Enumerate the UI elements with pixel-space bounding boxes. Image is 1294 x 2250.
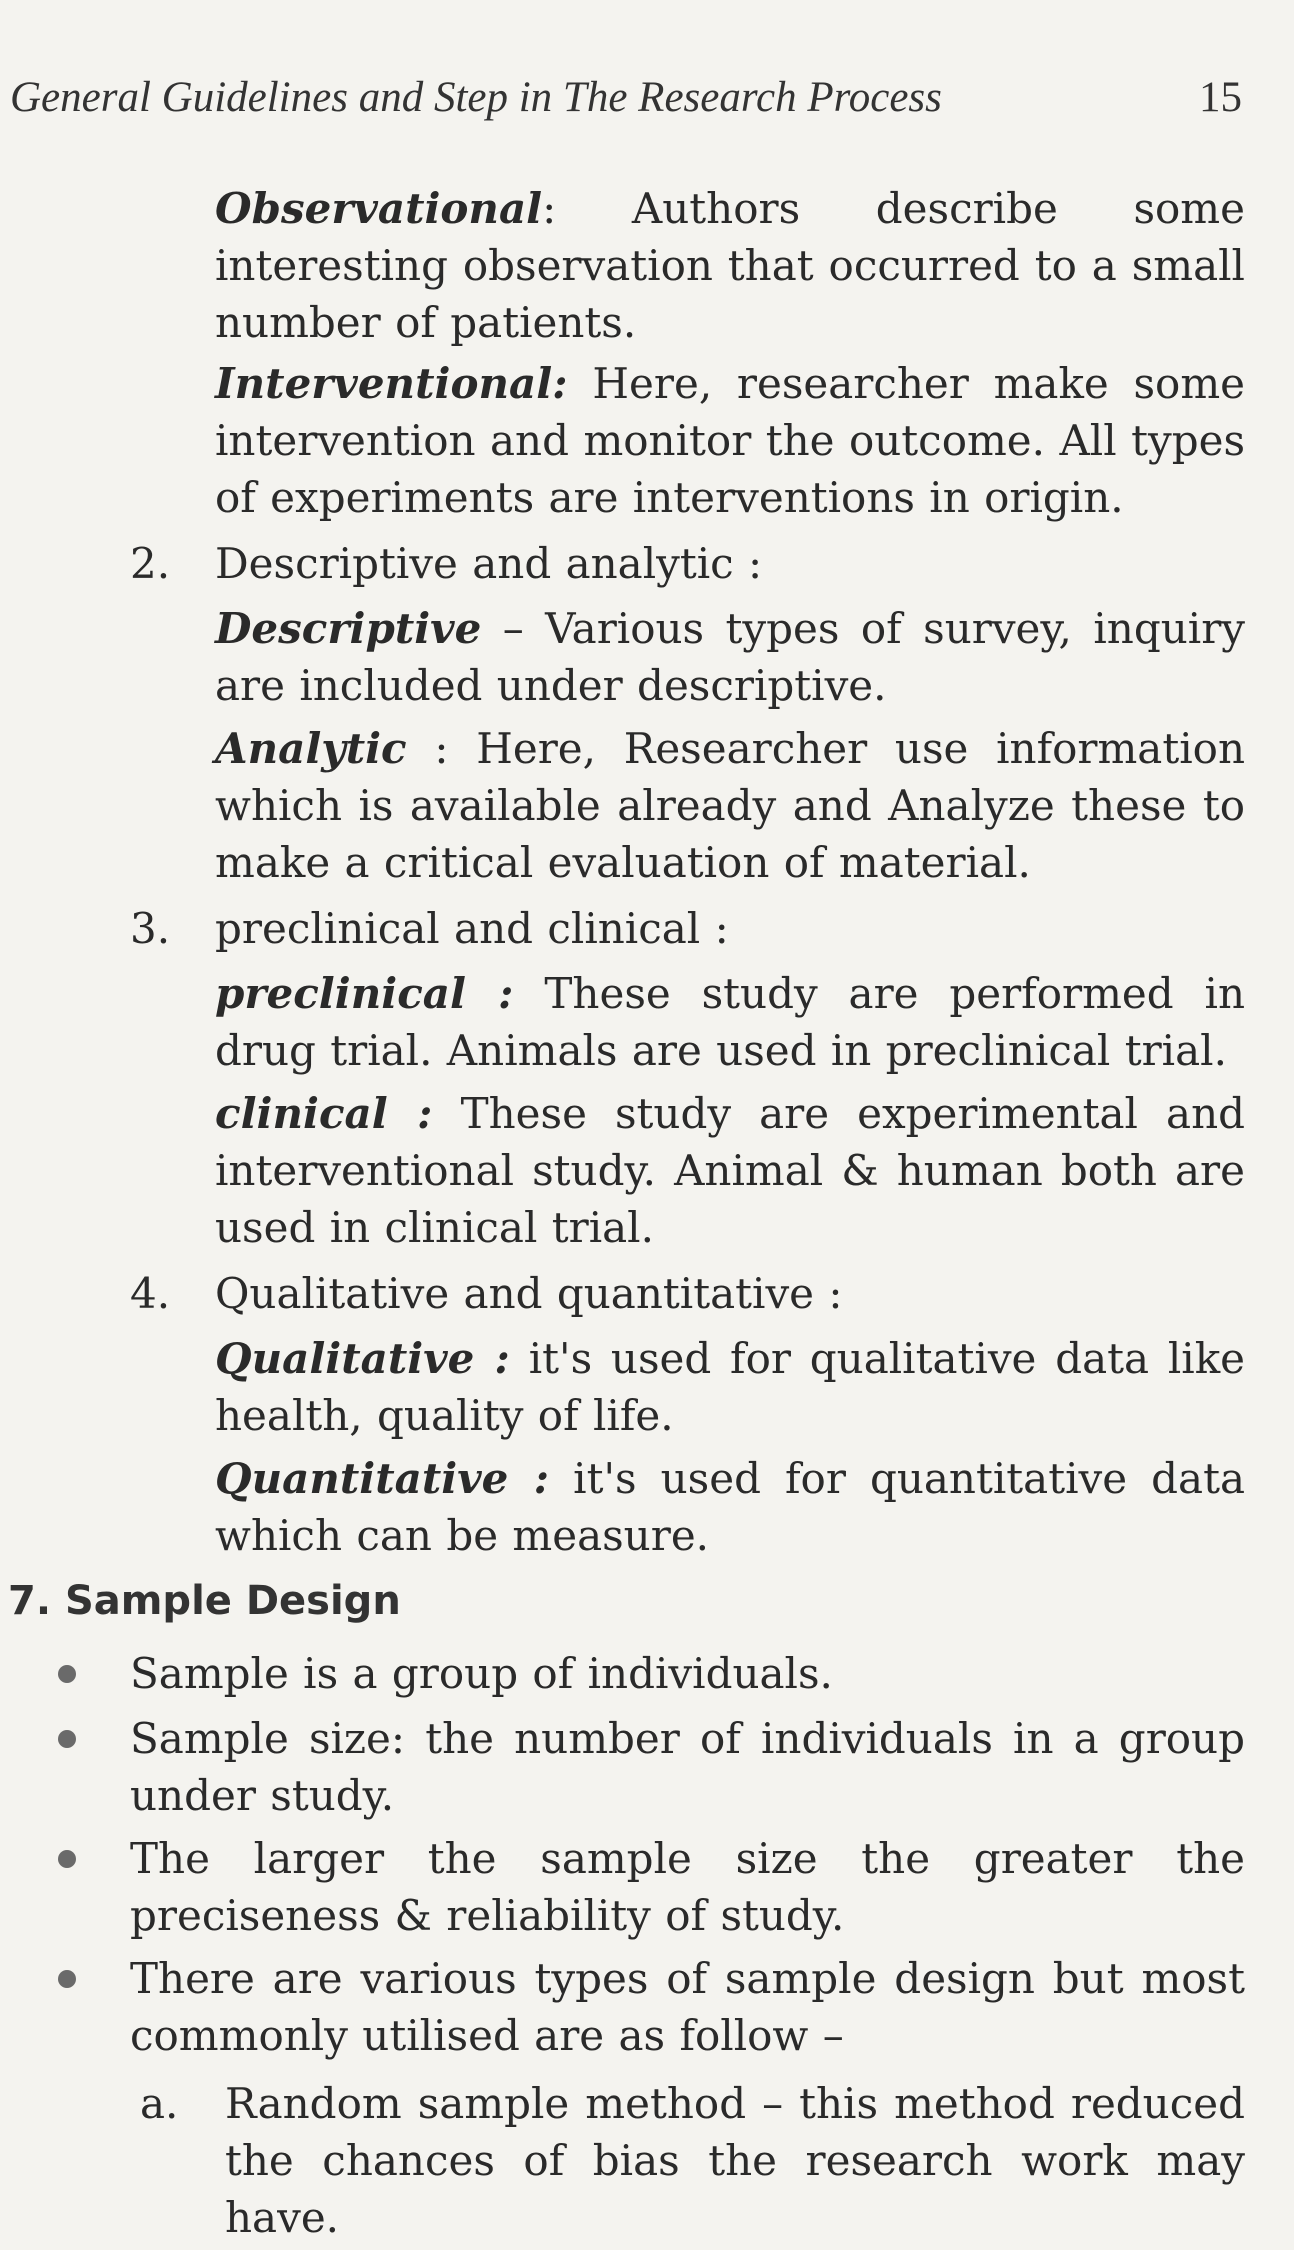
running-header: [10, 70, 1242, 126]
term-descriptive: Descriptive: [215, 604, 482, 653]
interventional-paragraph: [215, 355, 1245, 526]
bullet-dot: [58, 1665, 76, 1683]
bullet-item: There are various types of sample design but most commonly utilised are as follow –: [130, 1954, 1245, 2060]
observational-paragraph: [215, 180, 1245, 351]
bullet-item: The larger the sample size the greater the preciseness & reliability of study.: [130, 1834, 1245, 1940]
quantitative-text: it's used for quantitative data which can be measure.: [215, 1454, 1245, 1560]
term-qualitative: Qualitative :: [215, 1334, 510, 1383]
term-quantitative: Quantitative :: [215, 1454, 550, 1503]
descriptive-text: – Various types of survey, inquiry are included under descriptive.: [215, 604, 1245, 710]
term-clinical: clinical :: [215, 1089, 433, 1138]
term-analytic: Analytic: [215, 724, 407, 773]
list-item-title: Qualitative and quantitative :: [215, 1269, 843, 1318]
interventional-text: Here, researcher make some intervention and monitor the outcome. All types of experiments are interventions in origin.: [215, 359, 1245, 522]
term-preclinical: preclinical :: [215, 969, 514, 1018]
descriptive-paragraph: [215, 600, 1245, 714]
observational-text: Authors describe some interesting observation that occurred to a small number of patients.: [215, 184, 1245, 347]
bullet-dot: [58, 1850, 76, 1868]
qualitative-paragraph: [215, 1330, 1245, 1444]
sub-item-label: a.: [140, 2079, 179, 2128]
running-title: General Guidelines and Step in The Research Process: [10, 74, 942, 121]
bullet-item: Sample size: the number of individuals in a group under study.: [130, 1714, 1245, 1820]
term-separator: :: [542, 184, 557, 233]
bullet-dot: [58, 1970, 76, 1988]
quantitative-paragraph: [215, 1450, 1245, 1564]
list-number: 2.: [130, 539, 171, 588]
sub-item-text: Random sample method – this method reduced the chances of bias the research work may have.: [225, 2079, 1245, 2242]
preclinical-paragraph: [215, 965, 1245, 1079]
preclinical-text: These study are performed in drug trial. Animals are used in preclinical trial.: [215, 969, 1245, 1075]
analytic-text: : Here, Researcher use information which is available already and Analyze these to make a critical evaluation of material.: [215, 724, 1245, 887]
page-number: 15: [1199, 74, 1242, 121]
clinical-text: These study are experimental and interventional study. Animal & human both are used in clinical trial.: [215, 1089, 1246, 1252]
list-number: 3.: [130, 904, 171, 953]
section-heading: 7. Sample Design: [8, 1578, 401, 1624]
list-item-title: Descriptive and analytic :: [215, 539, 763, 588]
qualitative-text: it's used for qualitative data like health, quality of life.: [215, 1334, 1246, 1440]
list-item-title: preclinical and clinical :: [215, 904, 729, 953]
bullet-item: Sample is a group of individuals.: [130, 1649, 833, 1698]
bullet-dot: [58, 1730, 76, 1748]
analytic-paragraph: [215, 720, 1245, 891]
list-number: 4.: [130, 1269, 171, 1318]
clinical-paragraph: [215, 1085, 1245, 1256]
term-interventional: Interventional:: [215, 359, 568, 408]
term-observational: Observational: [215, 184, 543, 233]
